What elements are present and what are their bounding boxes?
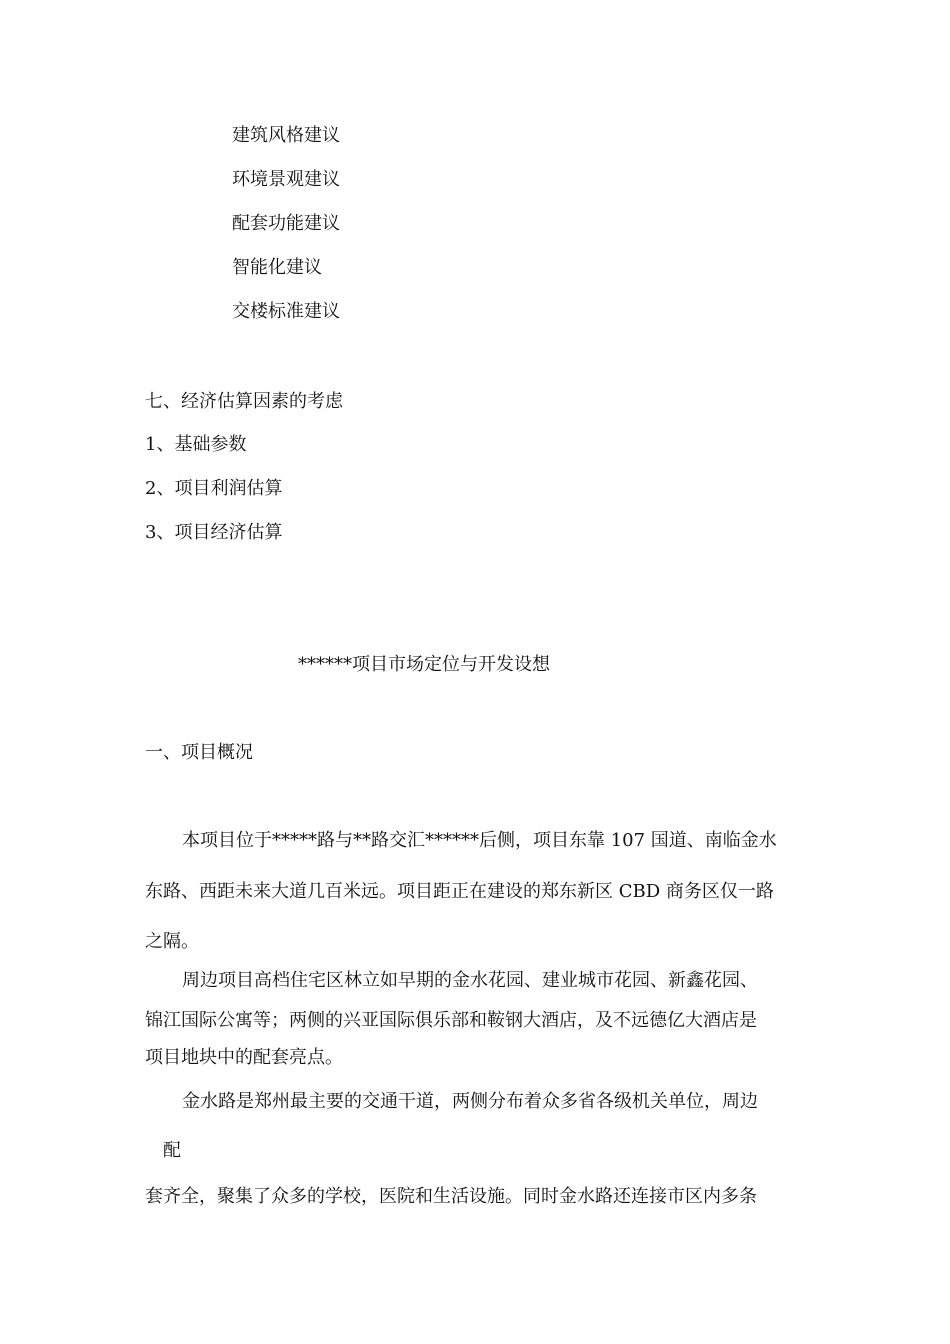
paragraph-line: 配 (163, 1140, 181, 1161)
paragraph-line: 本项目位于*****路与**路交汇******后侧，项目东靠 107 国道、南临金水 (182, 830, 777, 851)
toc-item: 1、基础参数 (145, 434, 247, 455)
suggestion-item: 配套功能建议 (232, 213, 340, 234)
paragraph-line: 之隔。 (145, 931, 199, 952)
toc-item: 3、项目经济估算 (145, 522, 283, 543)
suggestion-item: 交楼标准建议 (232, 301, 340, 322)
toc-item: 2、项目利润估算 (145, 478, 283, 499)
suggestion-item: 建筑风格建议 (232, 125, 340, 146)
paragraph-line: 项目地块中的配套亮点。 (145, 1047, 343, 1068)
document-title: ******项目市场定位与开发设想 (298, 654, 550, 675)
section-heading: 一、项目概况 (145, 742, 253, 763)
paragraph-line: 套齐全，聚集了众多的学校，医院和生活设施。同时金水路还连接市区内多条 (145, 1186, 757, 1207)
paragraph-line: 东路、西距未来大道几百米远。项目距正在建设的郑东新区 CBD 商务区仅一路 (145, 881, 774, 902)
section-heading: 七、经济估算因素的考虑 (145, 391, 343, 412)
suggestion-item: 智能化建议 (232, 257, 322, 278)
paragraph-line: 锦江国际公寓等；两侧的兴亚国际俱乐部和鞍钢大酒店，及不远德亿大酒店是 (145, 1010, 757, 1031)
paragraph-line: 周边项目高档住宅区林立如早期的金水花园、建业城市花园、新鑫花园、 (182, 970, 758, 991)
paragraph-line: 金水路是郑州最主要的交通干道，两侧分布着众多省各级机关单位，周边 (182, 1091, 758, 1112)
suggestion-item: 环境景观建议 (232, 169, 340, 190)
